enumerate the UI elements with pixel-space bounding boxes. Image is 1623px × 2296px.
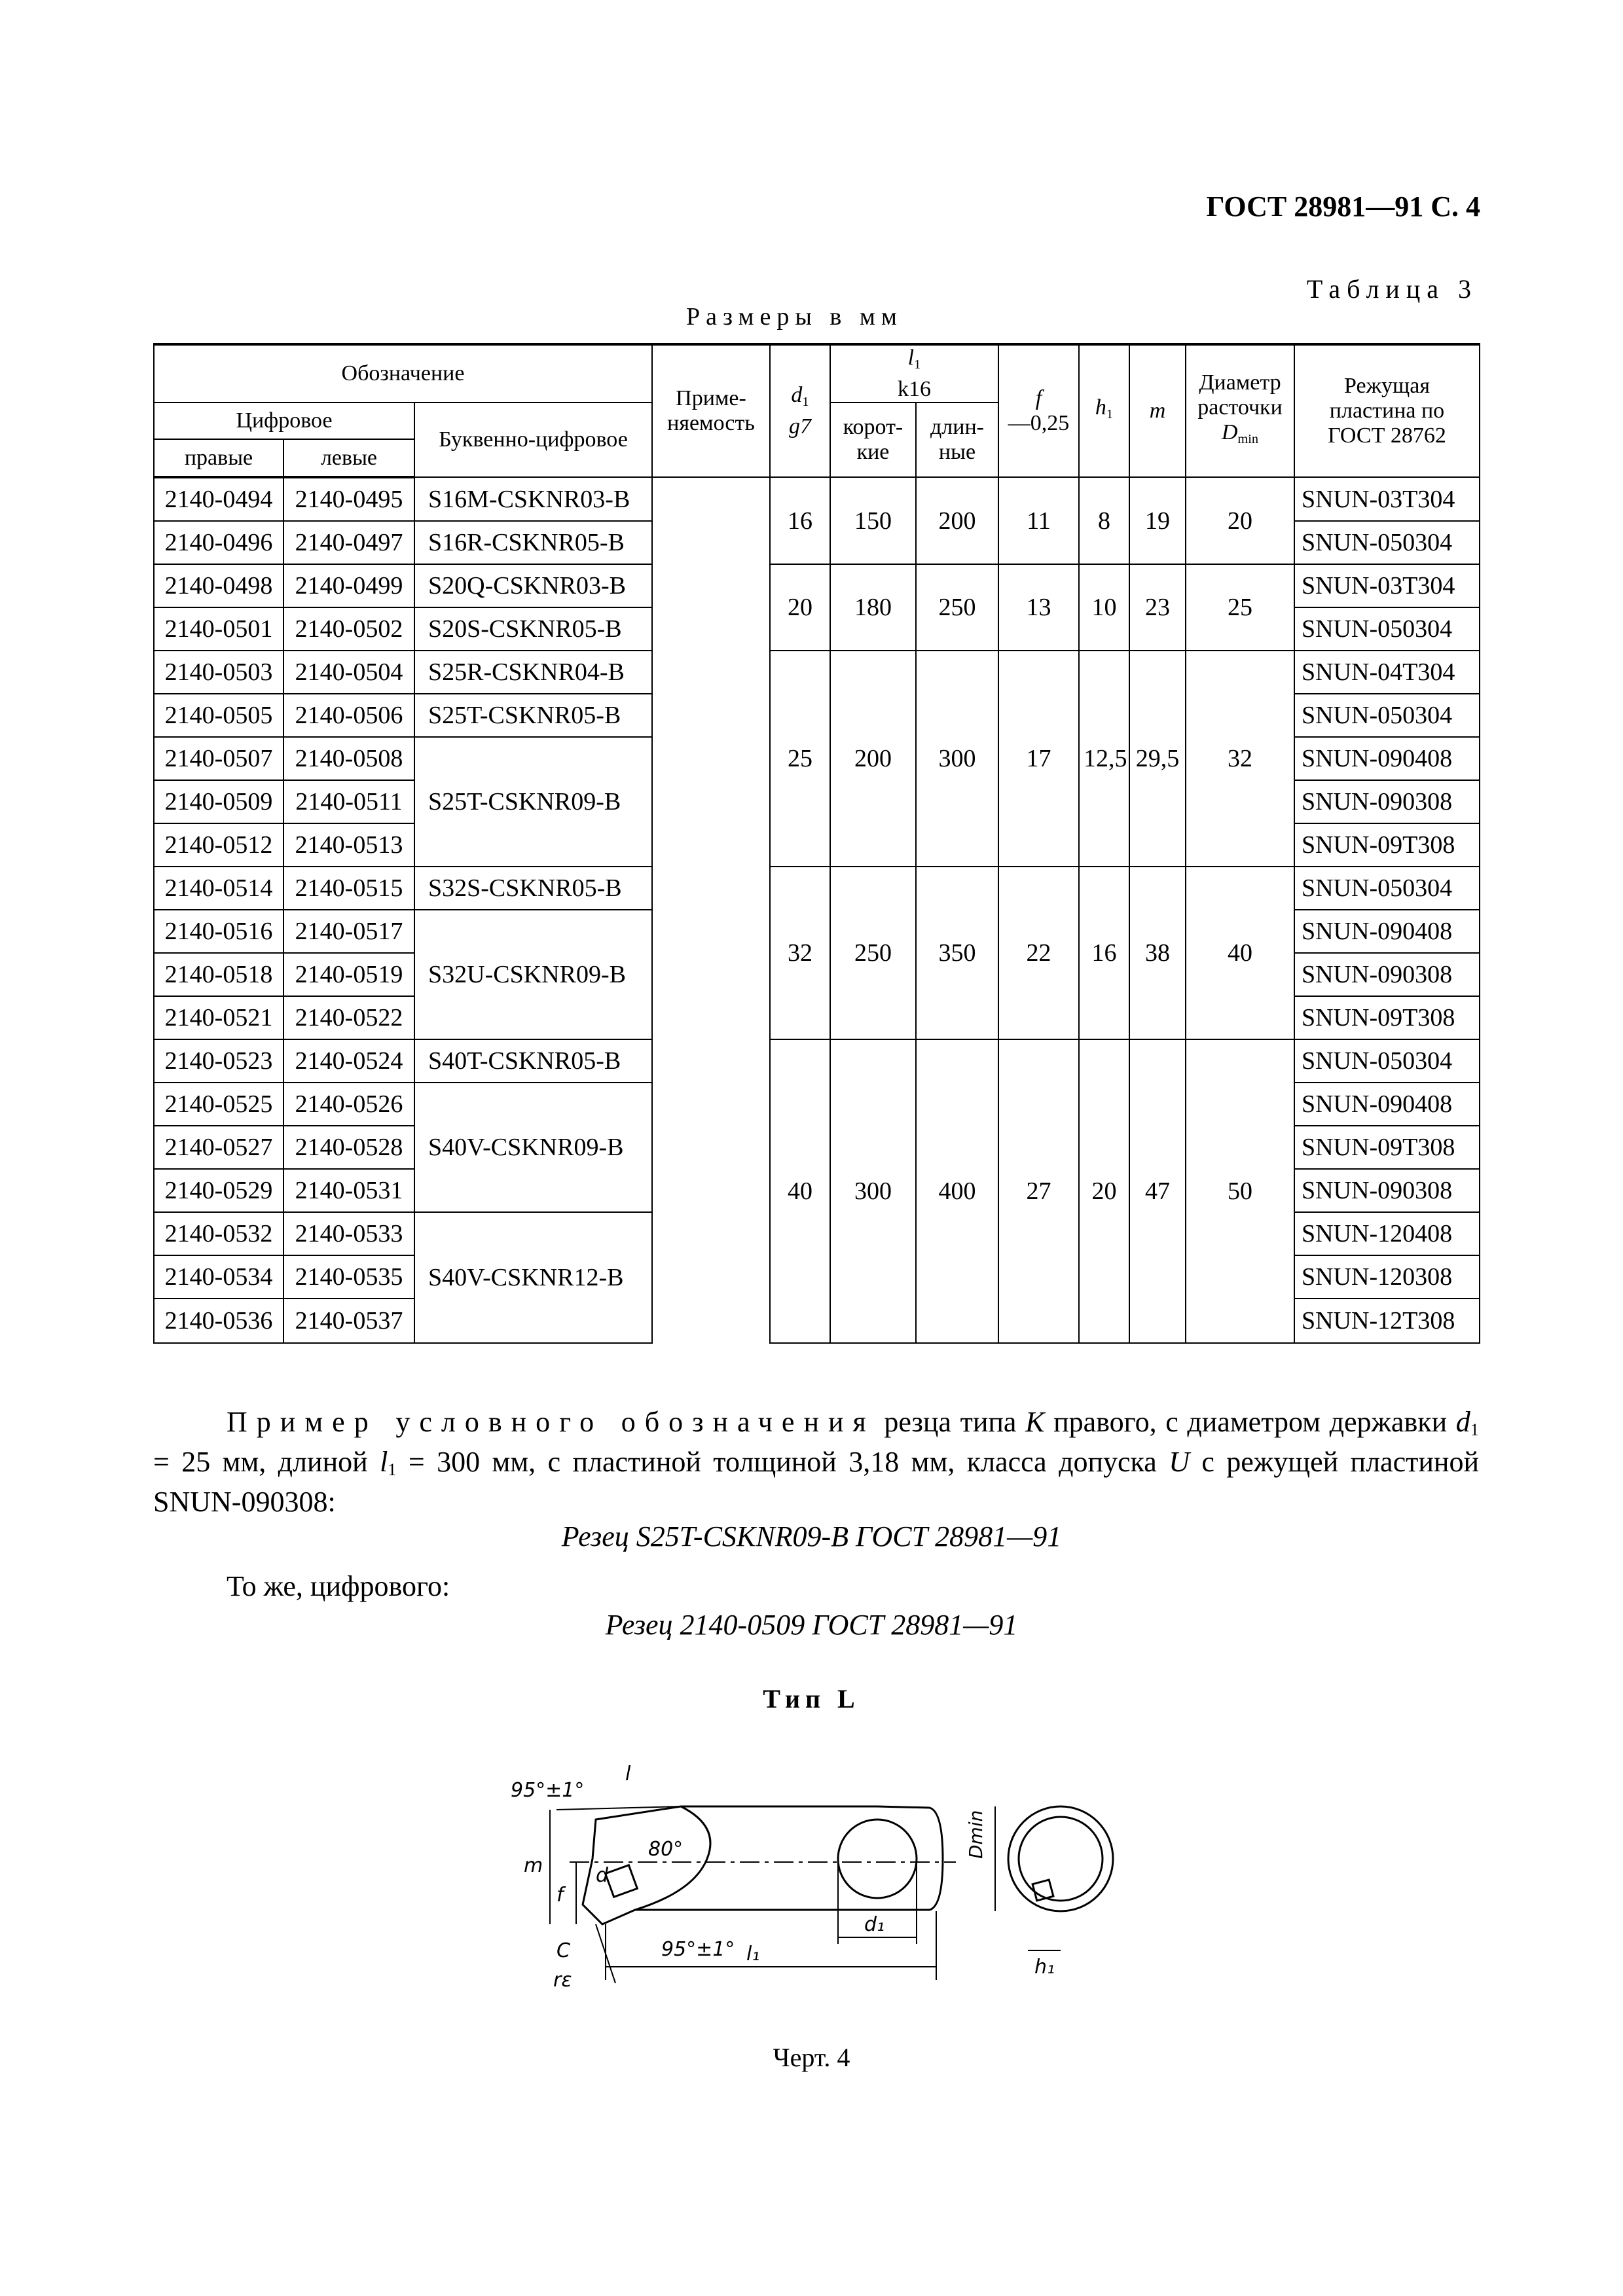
dimensions-table — [153, 343, 1480, 1344]
code-left: 2140-0531 — [283, 1169, 414, 1212]
table-row — [154, 564, 1480, 607]
dmin-value: 50 — [1186, 1039, 1294, 1343]
code-alpha: S20Q-CSKNR03-B — [414, 564, 652, 607]
f-value: 11 — [998, 477, 1079, 564]
code-left: 2140-0528 — [283, 1126, 414, 1169]
code-right: 2140-0529 — [154, 1169, 283, 1212]
code-left: 2140-0508 — [283, 737, 414, 780]
code-right: 2140-0534 — [154, 1255, 283, 1299]
code-alpha: S32U-CSKNR09-B — [414, 910, 652, 1039]
code-right: 2140-0509 — [154, 780, 283, 823]
f-value: 22 — [998, 867, 1079, 1039]
plate-value: SNUN-050304 — [1294, 521, 1480, 564]
code-alpha: S25R-CSKNR04-B — [414, 651, 652, 694]
usage-cell — [652, 477, 770, 1343]
d1-value: 40 — [770, 1039, 830, 1343]
l1-short-value: 180 — [830, 564, 916, 651]
table-row — [154, 1039, 1480, 1083]
code-right: 2140-0496 — [154, 521, 283, 564]
table-row — [154, 477, 1480, 521]
code-left: 2140-0499 — [283, 564, 414, 607]
code-right: 2140-0536 — [154, 1299, 283, 1343]
plate-value: SNUN-09T308 — [1294, 996, 1480, 1039]
dmin-value: 40 — [1186, 867, 1294, 1039]
header-usage: Приме-няемость — [652, 344, 770, 477]
insert-shape — [606, 1865, 638, 1897]
label-m: m — [524, 1854, 543, 1877]
code-right: 2140-0527 — [154, 1126, 283, 1169]
code-right: 2140-0514 — [154, 867, 283, 910]
m-value: 29,5 — [1129, 651, 1186, 867]
code-alpha: S40T-CSKNR05-B — [414, 1039, 652, 1083]
code-left: 2140-0495 — [283, 477, 414, 521]
f-value: 13 — [998, 564, 1079, 651]
code-right: 2140-0516 — [154, 910, 283, 953]
label-f: f — [556, 1884, 564, 1907]
header-d1: $d_1$ g7 — [770, 344, 830, 477]
l1-long-value: 250 — [916, 564, 998, 651]
label-dmin: Dmin — [965, 1810, 987, 1859]
table-row — [154, 867, 1480, 910]
label-angle-top: 95°±1° — [511, 1779, 585, 1802]
d1-value: 25 — [770, 651, 830, 867]
plate-value: SNUN-12T308 — [1294, 1299, 1480, 1343]
cutter-drawing — [484, 1734, 1139, 2009]
m-value: 38 — [1129, 867, 1186, 1039]
header-left: левые — [283, 439, 414, 477]
example-formula-alpha: Резец S25T-CSKNR09-B ГОСТ 28981—91 — [561, 1520, 1062, 1552]
h1-value: 10 — [1079, 564, 1129, 651]
code-alpha: S40V-CSKNR09-B — [414, 1083, 652, 1212]
d1-value: 32 — [770, 867, 830, 1039]
code-left: 2140-0533 — [283, 1212, 414, 1255]
code-left: 2140-0524 — [283, 1039, 414, 1083]
plate-value: SNUN-090408 — [1294, 737, 1480, 780]
header-numeric: Цифровое — [154, 403, 414, 439]
code-right: 2140-0501 — [154, 607, 283, 651]
code-left: 2140-0537 — [283, 1299, 414, 1343]
code-left: 2140-0517 — [283, 910, 414, 953]
plate-value: SNUN-050304 — [1294, 867, 1480, 910]
h1-value: 12,5 — [1079, 651, 1129, 867]
header-l1: $l_1$ k16 — [830, 344, 998, 403]
h1-value: 20 — [1079, 1039, 1129, 1343]
code-left: 2140-0502 — [283, 607, 414, 651]
plate-value: SNUN-050304 — [1294, 1039, 1480, 1083]
l1-short-value: 300 — [830, 1039, 916, 1343]
l1-long-value: 300 — [916, 651, 998, 867]
code-right: 2140-0532 — [154, 1212, 283, 1255]
table-caption: Таблица 3 — [1306, 274, 1478, 304]
code-left: 2140-0515 — [283, 867, 414, 910]
l1-long-value: 400 — [916, 1039, 998, 1343]
header-dmin: Диаметр расточки $D_{min}$ — [1186, 344, 1294, 477]
f-value: 17 — [998, 651, 1079, 867]
code-right: 2140-0498 — [154, 564, 283, 607]
header-m: m — [1129, 344, 1186, 477]
code-alpha: S40V-CSKNR12-B — [414, 1212, 652, 1343]
code-right: 2140-0507 — [154, 737, 283, 780]
l1-short-value: 200 — [830, 651, 916, 867]
d1-value: 16 — [770, 477, 830, 564]
header-l1-short: корот-кие — [830, 403, 916, 477]
plate-value: SNUN-090308 — [1294, 1169, 1480, 1212]
plate-value: SNUN-050304 — [1294, 607, 1480, 651]
dmin-value: 32 — [1186, 651, 1294, 867]
tool-body-outline — [583, 1806, 943, 1924]
code-left: 2140-0519 — [283, 953, 414, 996]
label-angle-80: 80° — [648, 1838, 684, 1861]
header-right: правые — [154, 439, 283, 477]
code-alpha: S32S-CSKNR05-B — [414, 867, 652, 910]
plate-value: SNUN-04T304 — [1294, 651, 1480, 694]
shank-section — [838, 1820, 917, 1898]
figure-caption: Черт. 4 — [773, 2043, 850, 2072]
type-heading: Тип L — [763, 1684, 860, 1713]
table-header — [154, 344, 1480, 477]
table-body — [154, 477, 1480, 1343]
bore-outer — [1008, 1806, 1113, 1911]
code-left: 2140-0526 — [283, 1083, 414, 1126]
code-right: 2140-0525 — [154, 1083, 283, 1126]
plate-value: SNUN-050304 — [1294, 694, 1480, 737]
plate-value: SNUN-03T304 — [1294, 477, 1480, 521]
example-same-digital: То же, цифрового: — [227, 1570, 450, 1602]
table-units-note: Размеры в мм — [686, 303, 903, 331]
code-left: 2140-0504 — [283, 651, 414, 694]
code-left: 2140-0522 — [283, 996, 414, 1039]
m-value: 23 — [1129, 564, 1186, 651]
code-right: 2140-0494 — [154, 477, 283, 521]
code-right: 2140-0512 — [154, 823, 283, 867]
code-right: 2140-0505 — [154, 694, 283, 737]
plate-value: SNUN-120308 — [1294, 1255, 1480, 1299]
table-row — [154, 651, 1480, 694]
h1-value: 16 — [1079, 867, 1129, 1039]
label-angle-bottom: 95°±1° — [661, 1938, 735, 1961]
dmin-value: 20 — [1186, 477, 1294, 564]
dmin-value: 25 — [1186, 564, 1294, 651]
header-f: f —0,25 — [998, 344, 1079, 477]
m-value: 19 — [1129, 477, 1186, 564]
bore-inner — [1019, 1817, 1103, 1901]
label-r: rε — [553, 1969, 572, 1992]
d1-value: 20 — [770, 564, 830, 651]
plate-value: SNUN-090408 — [1294, 1083, 1480, 1126]
l1-long-value: 200 — [916, 477, 998, 564]
header-alpha: Буквенно-цифровое — [414, 403, 652, 477]
f-value: 27 — [998, 1039, 1079, 1343]
l1-short-value: 150 — [830, 477, 916, 564]
code-right: 2140-0523 — [154, 1039, 283, 1083]
code-right: 2140-0518 — [154, 953, 283, 996]
code-left: 2140-0511 — [283, 780, 414, 823]
h1-value: 8 — [1079, 477, 1129, 564]
code-alpha: S25T-CSKNR09-B — [414, 737, 652, 867]
m-value: 47 — [1129, 1039, 1186, 1343]
label-l: l — [625, 1763, 631, 1785]
plate-value: SNUN-090308 — [1294, 953, 1480, 996]
plate-value: SNUN-090308 — [1294, 780, 1480, 823]
plate-value: SNUN-09T308 — [1294, 1126, 1480, 1169]
example-intro: Пример условного обозначения резца типа K правого, с диаметром державки $d_1 = 25$ мм, длиной $l_1 = 300$ мм, с пластиной толщиной 3,18 мм, класса допуска U с режущей пластиной SNUN-090308: — [153, 1406, 1479, 1518]
code-left: 2140-0497 — [283, 521, 414, 564]
code-right: 2140-0521 — [154, 996, 283, 1039]
code-alpha: S25T-CSKNR05-B — [414, 694, 652, 737]
code-alpha: S20S-CSKNR05-B — [414, 607, 652, 651]
header-plate: Режущая пластина по ГОСТ 28762 — [1294, 344, 1480, 477]
code-right: 2140-0503 — [154, 651, 283, 694]
label-d1: d₁ — [864, 1913, 885, 1936]
label-c: C — [556, 1939, 570, 1962]
code-left: 2140-0513 — [283, 823, 414, 867]
designation-example — [153, 1406, 1479, 1518]
code-left: 2140-0535 — [283, 1255, 414, 1299]
document-header: ГОСТ 28981—91 С. 4 — [1206, 190, 1480, 223]
plate-value: SNUN-03T304 — [1294, 564, 1480, 607]
plate-value: SNUN-090408 — [1294, 910, 1480, 953]
example-formula-digital: Резец 2140-0509 ГОСТ 28981—91 — [605, 1609, 1018, 1641]
header-designation: Обозначение — [154, 344, 652, 403]
l1-short-value: 250 — [830, 867, 916, 1039]
header-l1-long: длин-ные — [916, 403, 998, 477]
code-alpha: S16R-CSKNR05-B — [414, 521, 652, 564]
code-alpha: S16M-CSKNR03-B — [414, 477, 652, 521]
label-d: d — [596, 1864, 609, 1887]
header-h1: $h_1$ — [1079, 344, 1129, 477]
plate-value: SNUN-09T308 — [1294, 823, 1480, 867]
code-left: 2140-0506 — [283, 694, 414, 737]
label-h1: h₁ — [1034, 1956, 1055, 1979]
label-l1: l₁ — [746, 1943, 760, 1965]
plate-value: SNUN-120408 — [1294, 1212, 1480, 1255]
l1-long-value: 350 — [916, 867, 998, 1039]
